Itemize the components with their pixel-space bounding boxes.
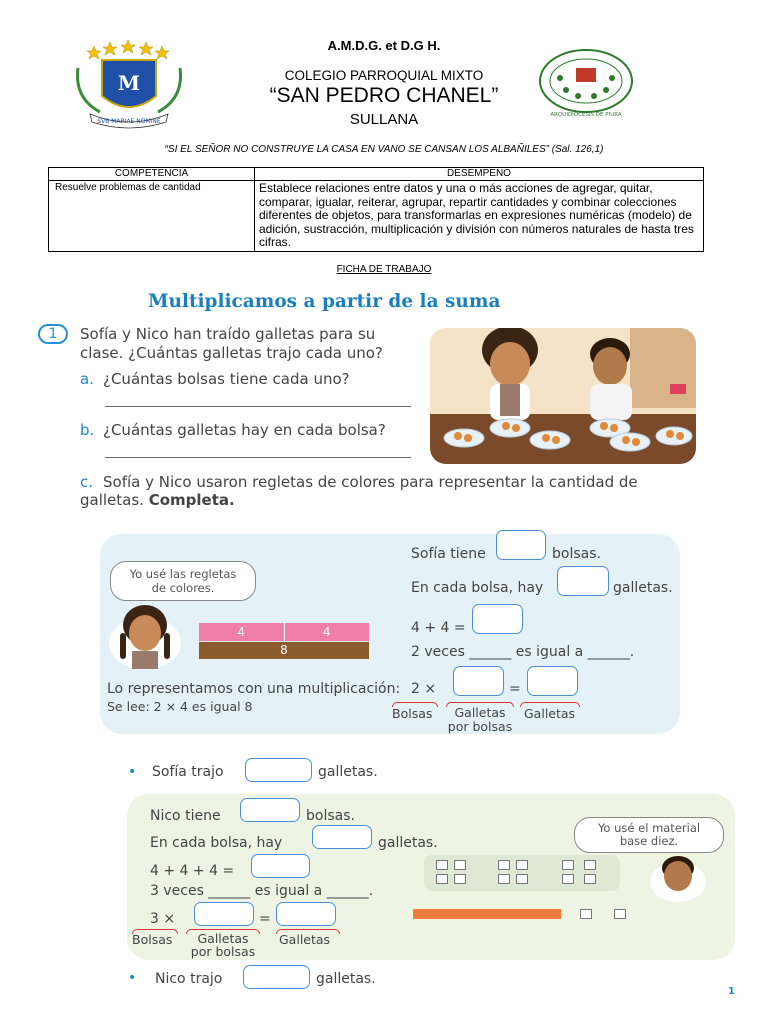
sofia-veces-line: 2 veces ______ es igual a ______.	[411, 644, 635, 660]
page-number: 1	[728, 986, 735, 997]
nico-tiene-label: Nico tiene	[150, 808, 221, 824]
table-header-competencia: COMPETENCIA	[49, 168, 255, 181]
unit-cube-group	[498, 860, 528, 884]
sofia-sum-expr: 4 + 4 =	[411, 620, 466, 636]
label-bolsas: Bolsas	[132, 932, 173, 947]
problem-line-1: Sofía y Nico han traído galletas para su	[80, 325, 376, 343]
label-galletas-por-bolsas: Galletas por bolsas	[447, 705, 513, 734]
nico-sum-input[interactable]	[251, 854, 310, 878]
nico-avatar	[648, 854, 708, 902]
sofia-bolsas-suffix: bolsas.	[552, 546, 601, 562]
nico-bolsas-input[interactable]	[240, 798, 300, 822]
label-galletas-por-bolsas: Galletas por bolsas	[190, 931, 256, 959]
city: SULLANA	[349, 111, 419, 128]
nico-equals: =	[259, 911, 271, 927]
nico-galletas-input[interactable]	[312, 825, 372, 849]
ten-rod-orange	[413, 909, 561, 919]
sofia-tiene-label: Sofía tiene	[411, 546, 486, 562]
nico-mult-input[interactable]	[194, 902, 254, 926]
sofia-speech-bubble: Yo usé las regletas de colores.	[110, 561, 256, 601]
problem-line-2: clase. ¿Cuántas galletas trajo cada uno?	[80, 344, 383, 362]
sofia-trajo-input[interactable]	[245, 758, 312, 782]
school-type: COLEGIO PARROQUIAL MIXTO	[284, 68, 484, 83]
question-b-text: ¿Cuántas galletas hay en cada bolsa?	[103, 421, 386, 439]
regleta-pink-bar	[199, 623, 369, 641]
ficha-label: FICHA DE TRABAJO	[336, 264, 432, 275]
nico-trajo-label: Nico trajo	[155, 971, 223, 987]
bullet-icon: •	[128, 970, 137, 986]
answer-line-a[interactable]	[105, 406, 411, 407]
kids-cookies-illustration	[430, 328, 696, 464]
sofia-bolsas-input[interactable]	[496, 530, 546, 560]
regleta-segment: 4	[199, 623, 285, 641]
se-lee-text: Se lee: 2 × 4 es igual 8	[107, 699, 253, 714]
desempeno-cell: Establece relaciones entre datos y una o más acciones de agregar, quitar, comparar, igualar, reiterar, agrupar, repartir cantidades y combinar colecciones diferentes de objetos, para transformarlas en expresiones numéricas (modelo) de adición, sustracción, multiplicación y división con números naturales de hasta tres cifras.	[255, 181, 704, 252]
sofia-galletas-input[interactable]	[557, 566, 609, 596]
sofia-equals: =	[509, 681, 521, 697]
sofia-product-input[interactable]	[527, 666, 578, 696]
nico-cada-label: En cada bolsa, hay	[150, 835, 283, 851]
question-b-letter: b.	[80, 421, 95, 439]
unit-cube-group	[436, 860, 466, 884]
nico-speech-bubble: Yo usé el material base diez.	[574, 817, 724, 853]
svg-text:M: M	[117, 71, 141, 95]
question-a-letter: a.	[80, 370, 94, 388]
motto: A.M.D.G. et D.G H.	[327, 38, 441, 53]
nico-sum-expr: 4 + 4 + 4 =	[150, 863, 235, 879]
sofia-trajo-label: Sofía trajo	[152, 764, 224, 780]
unit-cube	[580, 909, 592, 919]
regleta-brown-bar: 8	[199, 642, 369, 659]
sofia-trajo-suffix: galletas.	[318, 764, 378, 780]
nico-trajo-input[interactable]	[243, 965, 310, 989]
regleta-segment: 4	[322, 625, 331, 639]
answer-line-b[interactable]	[105, 457, 411, 458]
school-seal-right	[538, 48, 634, 118]
nico-product-input[interactable]	[276, 902, 336, 926]
nico-trajo-suffix: galletas.	[316, 971, 376, 987]
sofia-sum-input[interactable]	[472, 604, 523, 634]
unit-cube	[614, 909, 626, 919]
question-c-line-1: Sofía y Nico usaron regletas de colores para representar la cantidad de	[103, 473, 638, 491]
question-a-text: ¿Cuántas bolsas tiene cada uno?	[103, 370, 350, 388]
nico-veces-line: 3 veces ______ es igual a ______.	[150, 883, 374, 899]
competencia-table	[48, 167, 704, 252]
bible-quote: “SI EL SEÑOR NO CONSTRUYE LA CASA EN VANO SE CANSAN LOS ALBAÑILES” (Sal. 126,1)	[164, 144, 604, 155]
represent-text: Lo representamos con una multiplicación:	[107, 681, 401, 697]
svg-text:ARQUIDIÓCESIS DE PIURA: ARQUIDIÓCESIS DE PIURA	[550, 112, 622, 118]
sofia-galletas-suffix: galletas.	[613, 580, 673, 596]
table-header-desempeno: DESEMPEÑO	[255, 168, 704, 181]
nico-bolsas-suffix: bolsas.	[306, 808, 355, 824]
unit-cube-group	[562, 860, 596, 884]
nico-mult-factor: 3 ×	[150, 911, 176, 927]
school-name: “SAN PEDRO CHANEL”	[269, 84, 499, 107]
lesson-title: Multiplicamos a partir de la suma	[148, 291, 501, 312]
sofia-avatar	[106, 603, 184, 669]
svg-text:SVB MARIAE NOMINE: SVB MARIAE NOMINE	[97, 118, 161, 125]
problem-number-badge: 1	[38, 324, 68, 344]
question-c-line-2: galletas. Completa.	[80, 491, 235, 509]
competencia-cell: Resuelve problemas de cantidad	[49, 181, 255, 252]
question-c-letter: c.	[80, 473, 94, 491]
sofia-cada-label: En cada bolsa, hay	[411, 580, 544, 596]
label-galletas: Galletas	[524, 706, 576, 721]
bullet-icon: •	[128, 764, 137, 780]
sofia-mult-input[interactable]	[453, 666, 504, 696]
nico-galletas-suffix: galletas.	[378, 835, 438, 851]
label-bolsas: Bolsas	[392, 706, 433, 721]
sofia-mult-factor: 2 ×	[411, 681, 437, 697]
label-galletas: Galletas	[279, 932, 331, 947]
